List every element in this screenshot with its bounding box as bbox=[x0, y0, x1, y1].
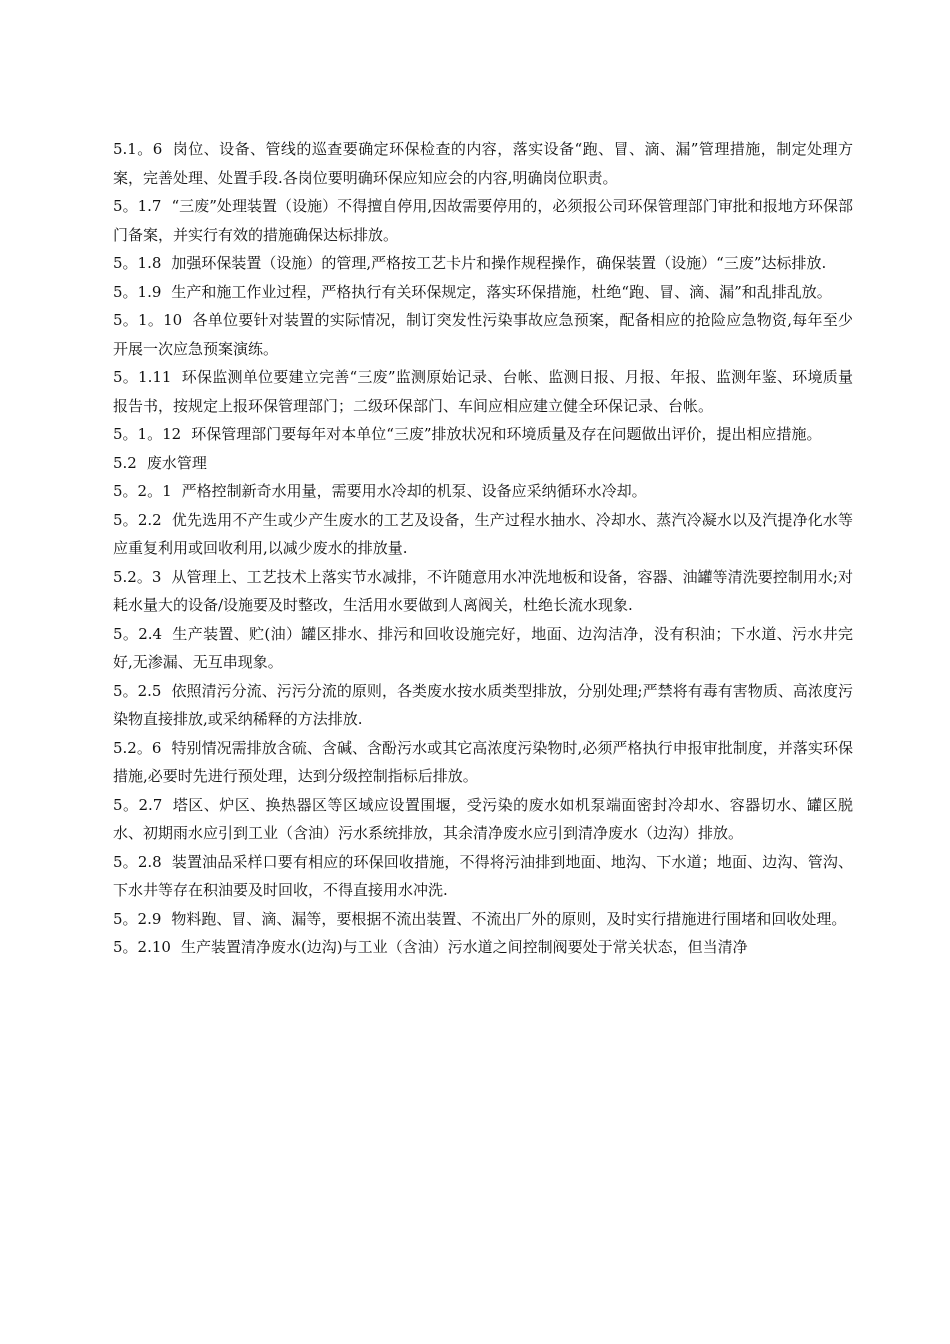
clause-number: 5。2.8 bbox=[113, 852, 162, 871]
paragraph bbox=[113, 677, 853, 734]
clause-number: 5。2.4 bbox=[113, 624, 163, 643]
clause-text: 加强环保装置（设施）的管理,严格按工艺卡片和操作规程操作，确保装置（设施）“三废”达标排放. bbox=[171, 254, 827, 272]
clause-number: 5。2.7 bbox=[113, 795, 163, 814]
clause-text: 环保监测单位要建立完善“三废”监测原始记录、台帐、监测日报、月报、年报、监测年鉴、环境质量报告书，按规定上报环保管理部门；二级环保部门、车间应相应建立健全环保记录、台帐。 bbox=[113, 368, 853, 415]
paragraph bbox=[113, 791, 853, 848]
clause-text: 生产和施工作业过程，严格执行有关环保规定，落实环保措施，杜绝“跑、冒、滴、漏”和乱排乱放。 bbox=[171, 282, 832, 301]
clause-text: 废水管理 bbox=[146, 453, 207, 472]
paragraph bbox=[113, 477, 853, 506]
clause-text: 从管理上、工艺技术上落实节水减排，不许随意用水冲洗地板和设备，容器、油罐等清洗要控制用水;对耗水量大的设备/设施要及时整改，生活用水要做到人离阀关，杜绝长流水现象. bbox=[113, 567, 853, 614]
clause-number: 5。1。12 bbox=[113, 425, 182, 443]
clause-number: 5。2.9 bbox=[113, 909, 162, 928]
clause-number: 5.1。6 bbox=[113, 140, 163, 158]
clause-text: 依照清污分流、污污分流的原则，各类废水按水质类型排放，分别处理;严禁将有毒有害物质、高浓度污染物直接排放,或采纳稀释的方法排放. bbox=[113, 681, 853, 728]
clause-number: 5。1.11 bbox=[113, 368, 172, 386]
paragraph bbox=[113, 905, 853, 934]
document-page bbox=[113, 135, 853, 962]
paragraph bbox=[113, 249, 853, 278]
paragraph bbox=[113, 306, 853, 363]
clause-number: 5.2。3 bbox=[113, 567, 162, 586]
clause-text: 塔区、炉区、换热器区等区域应设置围堰，受污染的废水如机泵端面密封冷却水、容器切水、罐区脱水、初期雨水应引到工业（含油）污水系统排放，其余清净废水应引到清净废水（边沟）排放。 bbox=[113, 795, 853, 842]
paragraph bbox=[113, 449, 853, 478]
clause-number: 5。1.8 bbox=[113, 254, 162, 272]
paragraph bbox=[113, 563, 853, 620]
paragraph bbox=[113, 848, 853, 905]
clause-text: 特别情况需排放含硫、含碱、含酚污水或其它高浓度污染物时,必须严格执行申报审批制度，并落实环保措施,必要时先进行预处理，达到分级控制指标后排放。 bbox=[113, 738, 853, 785]
paragraph bbox=[113, 278, 853, 307]
paragraph bbox=[113, 506, 853, 563]
clause-number: 5。2。1 bbox=[113, 482, 172, 500]
clause-number: 5。2.10 bbox=[113, 938, 171, 956]
clause-text: 严格控制新奇水用量，需要用水冷却的机泵、设备应采纳循环水冷却。 bbox=[181, 482, 647, 500]
paragraph bbox=[113, 620, 853, 677]
clause-number: 5.2 bbox=[113, 453, 137, 472]
paragraph bbox=[113, 192, 853, 249]
paragraph bbox=[113, 363, 853, 420]
paragraph bbox=[113, 734, 853, 791]
clause-text: 物料跑、冒、滴、漏等，要根据不流出装置、不流出厂外的原则，及时实行措施进行围堵和回收处理。 bbox=[171, 909, 847, 928]
clause-number: 5.2。6 bbox=[113, 738, 162, 757]
clause-text: 岗位、设备、管线的巡查要确定环保检查的内容，落实设备“跑、冒、滴、漏”管理措施，制定处理方案，完善处理、处置手段.各岗位要明确环保应知应会的内容,明确岗位职责。 bbox=[113, 140, 853, 187]
clause-text: “三废”处理装置（设施）不得擅自停用,因故需要停用的，必须报公司环保管理部门审批和报地方环保部门备案，并实行有效的措施确保达标排放。 bbox=[113, 197, 853, 244]
paragraph bbox=[113, 933, 853, 962]
clause-text: 各单位要针对装置的实际情况，制订突发性污染事故应急预案，配备相应的抢险应急物资,每年至少开展一次应急预案演练。 bbox=[113, 311, 853, 358]
clause-number: 5。1.7 bbox=[113, 197, 162, 215]
clause-text: 生产装置、贮(油）罐区排水、排污和回收设施完好，地面、边沟洁净，没有积油；下水道、污水井完好,无渗漏、无互串现象。 bbox=[113, 624, 853, 671]
clause-text: 装置油品采样口要有相应的环保回收措施，不得将污油排到地面、地沟、下水道；地面、边沟、管沟、下水井等存在积油要及时回收，不得直接用水冲洗. bbox=[113, 852, 853, 899]
clause-number: 5。2.2 bbox=[113, 510, 162, 529]
clause-number: 5。1。10 bbox=[113, 311, 183, 329]
clause-text: 环保管理部门要每年对本单位“三废”排放状况和环境质量及存在问题做出评价，提出相应措施。 bbox=[191, 425, 822, 443]
paragraph bbox=[113, 135, 853, 192]
clause-number: 5。2.5 bbox=[113, 681, 162, 700]
clause-number: 5。1.9 bbox=[113, 282, 162, 301]
clause-text: 优先选用不产生或少产生废水的工艺及设备，生产过程水抽水、冷却水、蒸汽冷凝水以及汽提净化水等应重复利用或回收利用,以减少废水的排放量. bbox=[113, 510, 853, 557]
clause-text: 生产装置清净废水(边沟)与工业（含油）污水道之间控制阀要处于常关状态，但当清净 bbox=[180, 938, 748, 956]
paragraph bbox=[113, 420, 853, 449]
